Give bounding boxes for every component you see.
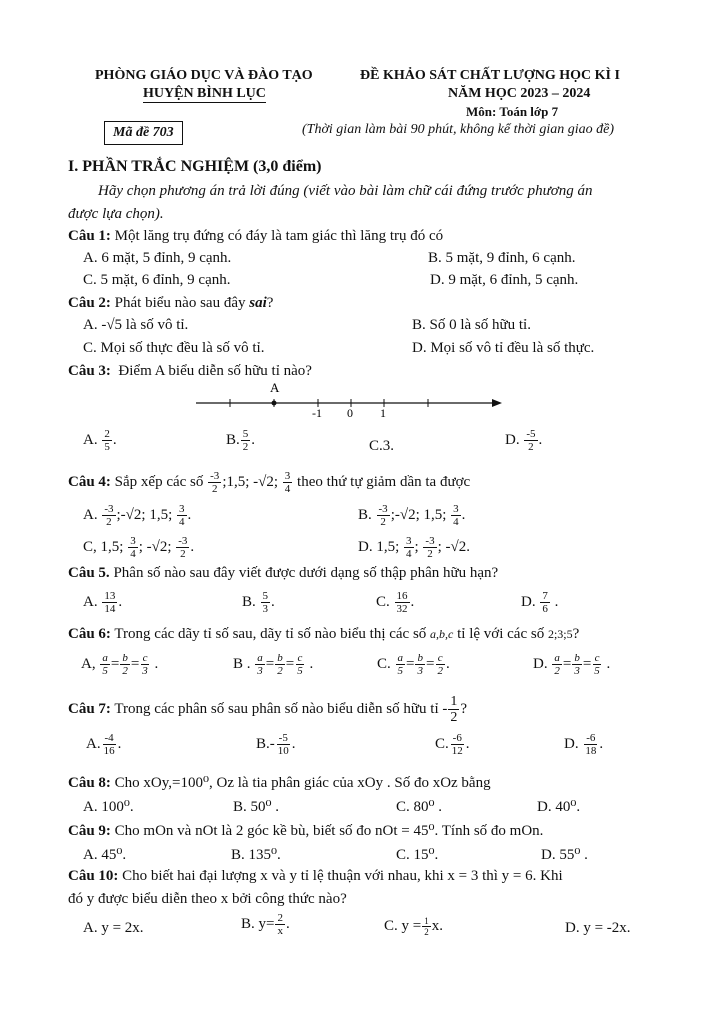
q9-option-b: B. 135⁰. (231, 847, 281, 863)
fraction: $\frac{a}{2}$ (554, 652, 560, 677)
denominator: 3 (574, 665, 580, 677)
question-text: Điểm A biểu diễn số hữu tỉ nào? (118, 363, 312, 379)
q10-option-c (384, 916, 443, 937)
fraction (102, 732, 117, 757)
denominator: x (277, 925, 283, 937)
option-letter: B. y= (241, 915, 275, 932)
option-letter: A. (83, 593, 98, 610)
fraction (102, 590, 117, 615)
option-text: ; (414, 538, 419, 555)
numerator: -3 (178, 535, 188, 547)
question-text: Một lăng trụ đứng có đáy là tam giác thì lăng trụ đó có (114, 228, 444, 244)
question-2 (68, 295, 273, 312)
exam-code: Mã đề 703 (104, 121, 183, 145)
q2-option-c: C. Mọi số thực đều là số vô tỉ. (83, 340, 265, 356)
numerator: 13 (104, 590, 116, 602)
fraction: $\frac{a}{5}$ (102, 652, 108, 677)
q7-option-a: A. $\frac{-4}{16}$ . (86, 732, 122, 757)
question-4 (68, 470, 470, 495)
question-text: Cho xOy,=100⁰, Oz là tia phân giác của xOy . Số đo xOz bằng (114, 775, 491, 791)
numerator: -3 (378, 503, 388, 515)
q4-option-c: C, 1,5; $\frac{3}{4}$ ; -√2; $\frac{-3}{2}$ . (83, 535, 195, 560)
fraction (261, 590, 271, 615)
option-letter: D. 1,5; (358, 538, 400, 555)
fraction (283, 470, 293, 495)
fraction: $\frac{b}{2}$ (277, 652, 283, 677)
fraction: $\frac{a}{3}$ (257, 652, 263, 677)
numerator: 5 (242, 428, 249, 440)
question-text: Phát biểu nào sau đây (114, 295, 246, 311)
option-letter: A. (83, 431, 98, 448)
denominator: 2 (437, 665, 443, 677)
denominator: 2 (528, 441, 534, 453)
fraction: $\frac{b}{3}$ (417, 652, 423, 677)
question-text: theo thứ tự giảm dần ta được (297, 473, 471, 490)
question-text: Cho biết hai đại lượng x và y tỉ lệ thuận với nhau, khi x = 3 thì y = 6. Khi (122, 868, 563, 884)
option-letter: A, (81, 655, 96, 672)
numerator: 3 (284, 470, 291, 482)
fraction (275, 912, 285, 937)
fraction (176, 535, 189, 560)
fraction (404, 535, 414, 560)
numerator: -6 (586, 732, 596, 744)
header-district: HUYỆN BÌNH LỤC (143, 86, 266, 101)
q10-option-a: A. y = 2x. (83, 920, 144, 936)
denominator: 4 (130, 548, 136, 560)
question-mark: ? (460, 700, 468, 717)
numerator: 2 (104, 428, 110, 440)
numerator: 5 (262, 590, 269, 602)
question-label: Câu 6: (68, 626, 111, 642)
q6-option-a: A, $\frac{a}{5}$ = $\frac{b}{2}$ = $\frac{c}{3}$ . (81, 652, 159, 677)
denominator: 5 (397, 665, 404, 677)
numerator: -5 (278, 732, 288, 744)
denominator: 4 (406, 548, 412, 560)
option-letter: C. (435, 735, 449, 752)
instruction-line1: Hãy chọn phương án trả lời đúng (viết vào bài làm chữ cái đứng trước phương án (98, 183, 593, 199)
q8-option-d: D. 40⁰. (537, 799, 581, 815)
tick-label-1: 1 (380, 406, 386, 420)
denominator: 4 (179, 516, 185, 528)
numerator: 2 (277, 912, 283, 924)
denominator: 12 (451, 745, 463, 757)
denominator: 10 (277, 745, 289, 757)
denominator: 3 (417, 665, 423, 677)
question-label: Câu 8: (68, 775, 111, 791)
fraction: $\frac{b}{3}$ (574, 652, 580, 677)
fraction (276, 732, 291, 757)
q8-option-c: C. 80⁰ . (396, 799, 443, 815)
denominator: 18 (585, 745, 597, 757)
option-letter: A. (83, 506, 98, 523)
option-text: ; -√2; (138, 538, 172, 555)
fraction (451, 503, 461, 528)
q3-option-a: A. $\frac{2}{5}$ . (83, 428, 117, 453)
denominator: 3 (257, 665, 263, 677)
numerator: -6 (452, 732, 462, 744)
arrow-head-icon (492, 399, 502, 407)
q2-option-a: A. -√5 là số vô tỉ. (83, 317, 189, 333)
denominator: 2 (211, 483, 218, 495)
question-text: Cho mOn và nOt là 2 góc kề bù, biết số đo nOt = 45⁰. Tính số đo mOn. (114, 823, 544, 839)
question-text: tỉ lệ với các số (457, 626, 545, 642)
option-letter: B.- (256, 735, 275, 752)
question-mark: ? (572, 626, 580, 642)
denominator: 2 (122, 665, 128, 677)
q1-option-d: D. 9 mặt, 6 đỉnh, 5 cạnh. (430, 272, 579, 288)
q7-option-b: B.- $\frac{-5}{10}$ . (256, 732, 296, 757)
question-5 (68, 565, 498, 582)
header-subject: Môn: Toán lớp 7 (466, 104, 559, 119)
question-label: Câu 7: (68, 700, 111, 717)
question-text: Trong các dãy tỉ số sau, dãy tỉ số nào biểu thị các số (114, 626, 427, 642)
q1-option-c: C. 5 mặt, 6 đỉnh, 9 cạnh. (83, 272, 231, 288)
numerator: 1 (424, 916, 429, 926)
option-letter: A. (86, 735, 101, 752)
exam-time: (Thời gian làm bài 90 phút, không kể thời gian giao đề) (302, 122, 615, 137)
fraction (448, 694, 459, 725)
numerator: 7 (542, 590, 548, 602)
question-9 (68, 821, 543, 840)
question-text: Sắp xếp các số (114, 473, 204, 490)
option-letter: C. (377, 655, 391, 672)
q4-option-d (358, 535, 470, 560)
denominator: 2 (450, 710, 458, 725)
option-letter: B (226, 431, 237, 448)
denominator: 4 (284, 483, 291, 495)
numerator: 3 (179, 503, 185, 515)
denominator: 3 (262, 603, 269, 615)
point-label: A (270, 380, 280, 395)
q2-option-b: B. Số 0 là số hữu tỉ. (412, 317, 531, 333)
fraction (102, 503, 115, 528)
option-letter: D. (505, 431, 520, 448)
fraction (540, 590, 550, 615)
fraction: $\frac{a}{5}$ (397, 652, 404, 677)
q1-option-a: A. 6 mặt, 5 đỉnh, 9 cạnh. (83, 250, 232, 266)
q5-option-c: C. $\frac{16}{32}$ . (376, 590, 415, 615)
option-letter: B. (358, 506, 372, 523)
denominator: 3 (142, 665, 148, 677)
question-label: Câu 4: (68, 473, 111, 490)
question-label: Câu 10: (68, 868, 119, 884)
numerator: -3 (425, 535, 435, 547)
q7-option-d: D. $\frac{-6}{18}$ . (564, 732, 604, 757)
q1-option-b: B. 5 mặt, 9 đỉnh, 6 cạnh. (428, 250, 576, 266)
section-title: I. PHẦN TRẮC NGHIỆM (3,0 điểm) (68, 158, 322, 175)
fraction (208, 470, 221, 495)
fraction (177, 503, 187, 528)
header-department: PHÒNG GIÁO DỤC VÀ ĐÀO TẠO (95, 68, 313, 83)
option-letter: D. (564, 735, 579, 752)
question-1 (68, 228, 443, 245)
q9-option-d: D. 55⁰ . (541, 847, 588, 863)
q3-option-c: C.3. (369, 438, 395, 454)
question-emphasis: sai (249, 295, 267, 311)
option-letter: B. (242, 593, 256, 610)
q3-option-b: B. $\frac{5}{2}$ . (226, 428, 256, 453)
question-text: ;1,5; -√2; (222, 473, 279, 490)
option-text: ; -√2. (437, 538, 470, 555)
header-exam-title: ĐỀ KHẢO SÁT CHẤT LƯỢNG HỌC KÌ I (360, 68, 620, 83)
tick-label-0: 0 (347, 406, 353, 420)
question-10-line2: đó y được biểu diễn theo x bởi công thức nào? (68, 891, 347, 907)
fraction: $\frac{c}{5}$ (594, 652, 600, 677)
fraction: $\frac{c}{3}$ (142, 652, 148, 677)
q7-option-c: C. $\frac{-6}{12}$ . (435, 732, 470, 757)
denominator: 2 (106, 516, 112, 528)
option-letter: C, 1,5; (83, 538, 124, 555)
question-text: Phân số nào sau đây viết được dưới dạng số thập phân hữu hạn? (113, 565, 499, 581)
q5-option-b: B. $\frac{5}{3}$ . (242, 590, 275, 615)
q5-option-d: D. $\frac{7}{6}$ . (521, 590, 559, 615)
q9-option-a: A. 45⁰. (83, 847, 127, 863)
q3-option-d: D. $\frac{-5}{2}$ . (505, 428, 543, 453)
numerator: -3 (104, 503, 114, 515)
option-text: x. (431, 917, 443, 934)
fraction (241, 428, 251, 453)
denominator: 6 (542, 603, 548, 615)
denominator: 32 (396, 603, 408, 615)
denominator: 14 (104, 603, 116, 615)
q9-option-c: C. 15⁰. (396, 847, 439, 863)
q6-option-c: C. $\frac{a}{5}$ = $\frac{b}{3}$ = $\frac{c}{2}$ . (377, 652, 450, 677)
fraction (524, 428, 537, 453)
question-8 (68, 773, 491, 792)
numerator: -3 (210, 470, 220, 482)
q4-option-a: A. $\frac{-3}{2}$ ;-√2; 1,5; $\frac{3}{4}$ . (83, 503, 192, 528)
denominator: 16 (103, 745, 115, 757)
q10-option-b: B. y= $\frac{2}{x}$ . (241, 912, 290, 937)
numerator: 1 (450, 694, 458, 709)
fraction (422, 916, 431, 937)
q8-option-b: B. 50⁰ . (233, 799, 280, 815)
option-text: ;-√2; 1,5; (390, 506, 447, 523)
question-label: Câu 1: (68, 228, 111, 244)
denominator: 2 (380, 516, 386, 528)
q6-option-b: B . $\frac{a}{3}$ = $\frac{b}{2}$ = $\frac{c}{5}$ . (233, 652, 314, 677)
fraction (395, 590, 410, 615)
question-variables: a,b,c (430, 627, 454, 641)
denominator: 2 (427, 548, 433, 560)
tick-label-minus1: -1 (312, 406, 322, 420)
option-letter: D. (521, 593, 536, 610)
question-label: Câu 3: (68, 363, 111, 379)
fraction: $\frac{c}{2}$ (437, 652, 443, 677)
question-10 (68, 868, 563, 885)
denominator: 2 (554, 665, 560, 677)
denominator: 5 (297, 665, 303, 677)
fraction (128, 535, 138, 560)
q5-option-a: A. $\frac{13}{14}$ . (83, 590, 123, 615)
number-line (190, 378, 510, 422)
denominator: 5 (102, 665, 108, 677)
option-letter: C. y = (384, 917, 422, 934)
question-6 (68, 626, 579, 643)
instruction-line2: được lựa chọn). (68, 206, 164, 222)
question-label: Câu 5. (68, 565, 110, 581)
option-letter: B . (233, 655, 251, 672)
numerator: 3 (406, 535, 412, 547)
numerator: 3 (130, 535, 136, 547)
q4-option-b: B. $\frac{-3}{2}$ ;-√2; 1,5; $\frac{3}{4}$ . (358, 503, 466, 528)
numerator: 16 (396, 590, 408, 602)
question-label: Câu 9: (68, 823, 111, 839)
fraction (423, 535, 436, 560)
q10-option-d: D. y = -2x. (565, 920, 631, 936)
fraction: $\frac{c}{5}$ (297, 652, 303, 677)
question-mark: ? (266, 295, 274, 311)
denominator: 2 (242, 441, 249, 453)
question-7 (68, 694, 467, 725)
point-a-dot (272, 401, 277, 406)
option-text: ;-√2; 1,5; (116, 506, 173, 523)
question-numbers: 2;3;5 (547, 627, 573, 641)
denominator: 5 (594, 665, 600, 677)
fraction (102, 428, 112, 453)
numerator: -4 (104, 732, 114, 744)
fraction: $\frac{b}{2}$ (122, 652, 128, 677)
q2-option-d: D. Mọi số vô tỉ đều là số thực. (412, 340, 595, 356)
question-text: Trong các phân số sau phân số nào biểu diễn số hữu tỉ - (114, 700, 448, 717)
numerator: 3 (453, 503, 459, 515)
header-school-year: NĂM HỌC 2023 – 2024 (448, 86, 591, 101)
option-letter: C. (376, 593, 390, 610)
option-letter: D. (533, 655, 548, 672)
denominator: 4 (453, 516, 459, 528)
q8-option-a: A. 100⁰. (83, 799, 134, 815)
denominator: 5 (104, 441, 110, 453)
question-label: Câu 2: (68, 295, 111, 311)
fraction (450, 732, 465, 757)
denominator: 2 (277, 665, 283, 677)
numerator: -5 (526, 428, 536, 440)
denominator: 2 (424, 927, 429, 937)
fraction (583, 732, 598, 757)
q6-option-d: D. $\frac{a}{2}$ = $\frac{b}{3}$ = $\frac{c}{5}$ . (533, 652, 611, 677)
fraction (377, 503, 390, 528)
denominator: 2 (180, 548, 186, 560)
